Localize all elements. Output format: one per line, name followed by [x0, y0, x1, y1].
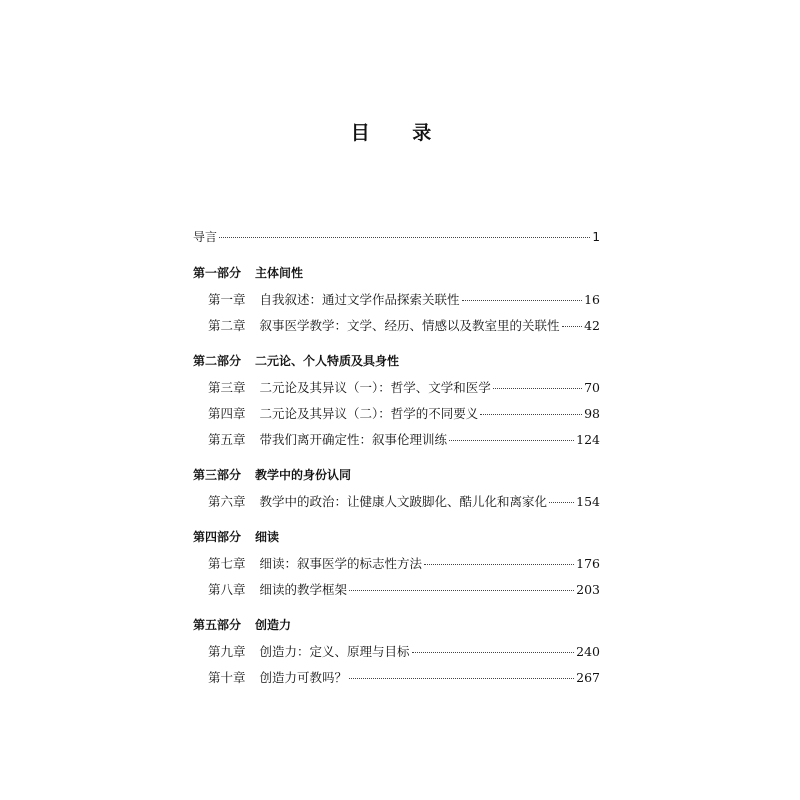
- dot-leader: [462, 300, 583, 301]
- toc-page-number: 16: [584, 292, 600, 307]
- toc-chapter-label: 叙事医学教学：文学、经历、情感以及教室里的关联性: [259, 318, 560, 333]
- dot-leader: [412, 652, 575, 653]
- toc-part: [193, 466, 600, 518]
- toc-chapter-entry[interactable]: [193, 668, 600, 694]
- toc-page-number: 42: [584, 318, 600, 333]
- toc-chapter-entry[interactable]: [193, 554, 600, 580]
- dot-leader: [480, 414, 582, 415]
- toc-page-number: 176: [576, 556, 600, 571]
- toc-chapter-number: 第五章: [208, 432, 246, 447]
- toc-part-heading[interactable]: [193, 264, 600, 290]
- toc-chapter-label: 创造力：定义、原理与目标: [259, 644, 410, 659]
- toc-chapter-number: 第七章: [208, 556, 246, 571]
- toc-chapter-label: 带我们离开确定性：叙事伦理训练: [259, 432, 448, 447]
- page-title: 目 录: [350, 122, 450, 144]
- toc-part-label: 细读: [255, 530, 280, 544]
- toc-chapter-entry[interactable]: [193, 378, 600, 404]
- toc-chapter-entry[interactable]: [193, 316, 600, 342]
- dot-leader: [549, 502, 574, 503]
- dot-leader: [493, 388, 582, 389]
- toc-part-label: 教学中的身份认同: [255, 468, 352, 482]
- toc-part-label: 创造力: [255, 618, 292, 632]
- table-of-contents: [193, 228, 600, 694]
- toc-chapter-entry[interactable]: [193, 404, 600, 430]
- toc-chapter-number: 第三章: [208, 380, 246, 395]
- toc-chapter-label: 细读：叙事医学的标志性方法: [259, 556, 423, 571]
- toc-part-number: 第四部分: [193, 530, 242, 544]
- toc-chapter-label: 细读的教学框架: [259, 582, 348, 597]
- toc-chapter-number: 第四章: [208, 406, 246, 421]
- toc-chapter-number: 第九章: [208, 644, 246, 659]
- toc-chapter-number: 第二章: [208, 318, 246, 333]
- toc-part-heading[interactable]: [193, 616, 600, 642]
- toc-chapter-entry[interactable]: [193, 430, 600, 456]
- toc-chapter-entry[interactable]: [193, 642, 600, 668]
- toc-entry-intro[interactable]: [193, 228, 600, 254]
- toc-parts: [193, 264, 600, 694]
- toc-part-heading[interactable]: [193, 352, 600, 378]
- dot-leader: [219, 237, 590, 238]
- toc-page-number: 124: [576, 432, 600, 447]
- toc-chapter-number: 第一章: [208, 292, 246, 307]
- toc-chapter-label: 教学中的政治：让健康人文跛脚化、酷儿化和离家化: [259, 494, 548, 509]
- toc-part-label: 主体间性: [255, 266, 304, 280]
- toc-part: [193, 352, 600, 456]
- toc-part: [193, 528, 600, 606]
- toc-chapter-label: 二元论及其异议（一）：哲学、文学和医学: [259, 380, 491, 395]
- toc-part-number: 第二部分: [193, 354, 242, 368]
- toc-part-number: 第五部分: [193, 618, 242, 632]
- toc-chapter-label: 创造力可教吗？: [259, 670, 348, 685]
- dot-leader: [449, 440, 574, 441]
- dot-leader: [349, 678, 574, 679]
- toc-page-number: 203: [576, 582, 600, 597]
- toc-part-label: 二元论、个人特质及具身性: [255, 354, 400, 368]
- toc-chapter-entry[interactable]: [193, 580, 600, 606]
- toc-page-number: 154: [576, 494, 600, 509]
- toc-part-heading[interactable]: [193, 528, 600, 554]
- toc-chapter-entry[interactable]: [193, 290, 600, 316]
- toc-page-number: 98: [584, 406, 600, 421]
- toc-chapter-entry[interactable]: [193, 492, 600, 518]
- toc-entry-label: 导言: [193, 230, 218, 244]
- toc-chapter-number: 第十章: [208, 670, 246, 685]
- toc-part-heading[interactable]: [193, 466, 600, 492]
- dot-leader: [424, 564, 574, 565]
- toc-chapter-number: 第六章: [208, 494, 246, 509]
- toc-part-number: 第一部分: [193, 266, 242, 280]
- toc-page-number: 267: [576, 670, 600, 685]
- toc-chapter-label: 二元论及其异议（二）：哲学的不同要义: [259, 406, 479, 421]
- dot-leader: [562, 326, 583, 327]
- dot-leader: [349, 590, 574, 591]
- toc-page-number: 70: [584, 380, 600, 395]
- toc-part-number: 第三部分: [193, 468, 242, 482]
- toc-page-number: 240: [576, 644, 600, 659]
- toc-chapter-label: 自我叙述：通过文学作品探索关联性: [259, 292, 460, 307]
- toc-part: [193, 264, 600, 342]
- toc-chapter-number: 第八章: [208, 582, 246, 597]
- toc-part: [193, 616, 600, 694]
- toc-page-number: 1: [592, 230, 600, 244]
